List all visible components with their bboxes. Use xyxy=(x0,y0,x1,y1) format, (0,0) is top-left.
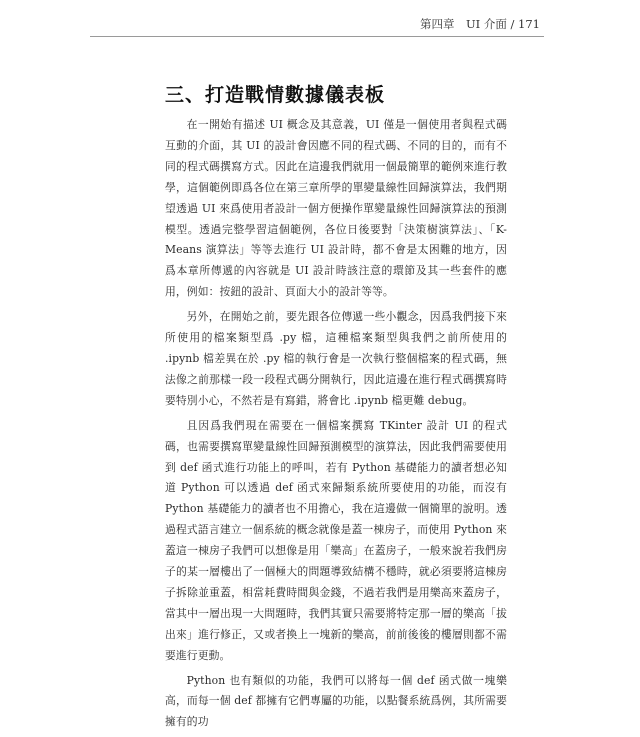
paragraph-py-file-note: 另外，在開始之前，要先跟各位傳遞一些小觀念，因爲我們接下來所使用的檔案類型爲 .py 檔，這種檔案類型與我們之前所使用的 .ipynb 檔差異在於 .py 檔的執行會是一次執行整個檔案的程式碼，無法像之前那樣一段一段程式碼分開執行，因此這邊在進行程式碼撰寫時要特別小心，不然若是有寫錯，將會比 .ipynb 檔更難 debug。 xyxy=(165,310,507,407)
paragraph-def-function-lego: 且因爲我們現在需要在一個檔案撰寫 TKinter 設計 UI 的程式碼，也需要撰寫單變量線性回歸預測模型的演算法，因此我們需要使用到 def 函式進行功能上的呼叫，若有 Python 基礎能力的讀者想必知道 Python 可以透過 def 函式來歸類系統所要使用的功能，而沒有 Python 基礎能力的讀者也不用擔心，我在這邊做一個簡單的說明。透過程式語言建立一個系統的概念就像是蓋一棟房子，而使用 Python 來蓋這一棟房子我們可以想像是用「樂高」在蓋房子，一般來說若我們房子的某一層樓出了一個極大的問題導致結構不穩時，就必須要將這棟房子拆除並重蓋，相當耗費時間與金錢，不過若我們是用樂高來蓋房子，當其中一層出現一大問題時，我們其實只需要將特定那一層的樂高「拔出來」進行修正，又或者換上一塊新的樂高，前前後後的樓層則都不需要進行更動。 xyxy=(165,418,507,662)
paragraph-ui-intro: 在一開始有描述 UI 概念及其意義，UI 僅是一個使用者與程式碼互動的介面，其 UI 的設計會因應不同的程式碼、不同的目的，而有不同的程式碼撰寫方式。因此在這邊我們就用一個最簡單的範例來進行教學，這個範例即爲各位在第三章所學的單變量線性回歸演算法，我們期望透過 UI 來爲使用者設計一個方便操作單變量線性回歸演算法的預測模型。透過完整學習這個範例，各位日後要對「決策樹演算法」、「K-Means 演算法」等等去進行 UI 設計時，都不會是太困難的地方，因爲本章所傳遞的內容就是 UI 設計時該注意的環節及其一些套件的應用，例如：按鈕的設計、頁面大小的設計等等。 xyxy=(165,118,507,299)
header-divider xyxy=(90,36,544,37)
body-text xyxy=(165,115,507,737)
running-header: 第四章 UI 介面 / 171 xyxy=(419,17,540,31)
paragraph-python-lego: Python 也有類似的功能，我們可以將每一個 def 函式做一塊樂高，而每一個 def 都擁有它們專屬的功能，以點餐系統爲例，其所需要擁有的功 xyxy=(165,673,507,729)
section-title: 三、打造戰情數據儀表板 xyxy=(165,84,386,106)
